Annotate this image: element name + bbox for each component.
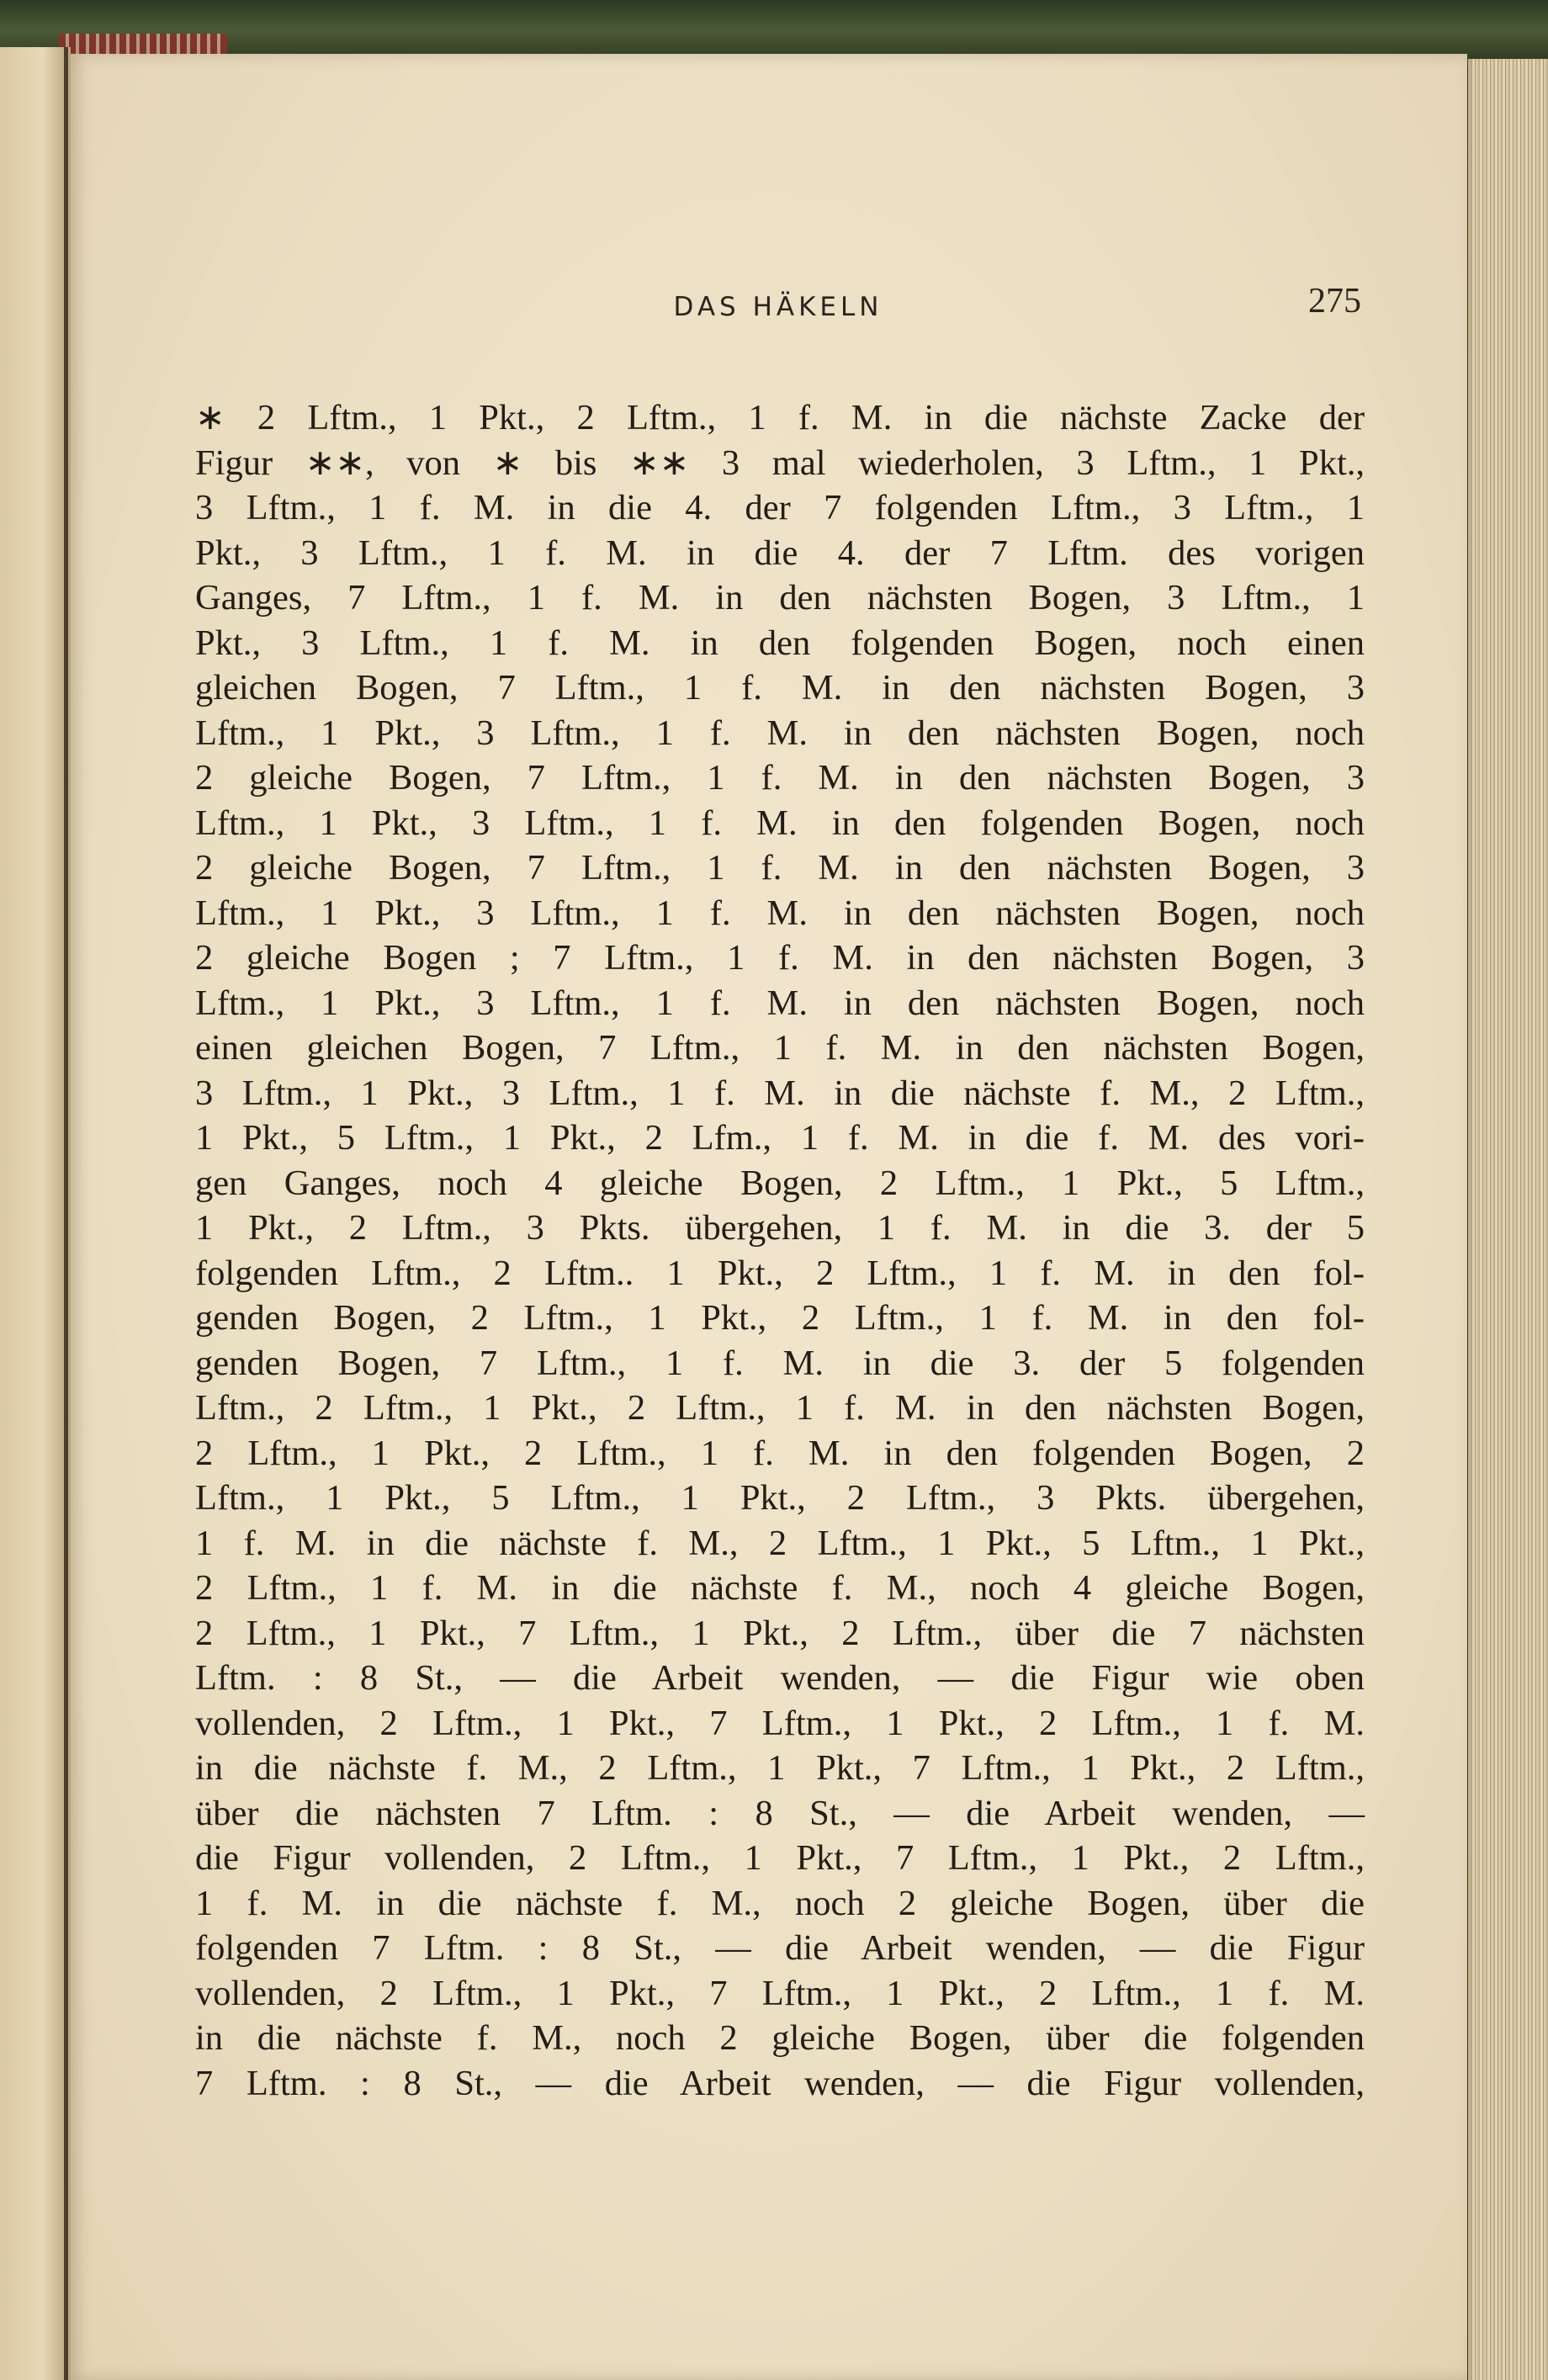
text-line: folgenden Lftm., 2 Lftm.. 1 Pkt., 2 Lftm., 1 f. M. in den fol- — [195, 1253, 1365, 1293]
text-line: 3 Lftm., 1 f. M. in die 4. der 7 folgenden Lftm., 3 Lftm., 1 — [195, 488, 1365, 527]
text-line: Lftm. : 8 St., — die Arbeit wenden, — die Figur wie oben — [195, 1658, 1365, 1698]
text-line: über die nächsten 7 Lftm. : 8 St., — die Arbeit wenden, — — [195, 1793, 1365, 1833]
text-line: die Figur vollenden, 2 Lftm., 1 Pkt., 7 Lftm., 1 Pkt., 2 Lftm., — [195, 1838, 1365, 1878]
text-line: 7 Lftm. : 8 St., — die Arbeit wenden, — die Figur vollenden, — [195, 2063, 1365, 2103]
text-line: gleichen Bogen, 7 Lftm., 1 f. M. in den nächsten Bogen, 3 — [195, 668, 1365, 708]
book-page — [71, 54, 1467, 2380]
text-line: 2 Lftm., 1 Pkt., 7 Lftm., 1 Pkt., 2 Lftm., über die 7 nächsten — [195, 1613, 1365, 1653]
text-line: 2 gleiche Bogen, 7 Lftm., 1 f. M. in den nächsten Bogen, 3 — [195, 758, 1365, 798]
text-line: Figur ∗∗, von ∗ bis ∗∗ 3 mal wiederholen, 3 Lftm., 1 Pkt., — [195, 443, 1365, 483]
right-page-stack — [1468, 59, 1548, 2380]
text-line: ∗ 2 Lftm., 1 Pkt., 2 Lftm., 1 f. M. in die nächste Zacke der — [195, 398, 1365, 437]
text-line: genden Bogen, 2 Lftm., 1 Pkt., 2 Lftm., 1 f. M. in den fol- — [195, 1298, 1365, 1338]
left-page-edge — [0, 47, 71, 2380]
body-text — [195, 395, 1365, 2106]
text-line: 1 f. M. in die nächste f. M., noch 2 gleiche Bogen, über die — [195, 1883, 1365, 1923]
binding-ribbon-mark — [59, 34, 227, 56]
text-line: in die nächste f. M., noch 2 gleiche Bogen, über die folgenden — [195, 2018, 1365, 2058]
text-line: Pkt., 3 Lftm., 1 f. M. in den folgenden Bogen, noch einen — [195, 623, 1365, 663]
text-line: Lftm., 1 Pkt., 3 Lftm., 1 f. M. in den folgenden Bogen, noch — [195, 803, 1365, 843]
text-line: Pkt., 3 Lftm., 1 f. M. in die 4. der 7 Lftm. des vorigen — [195, 533, 1365, 573]
text-line: 2 Lftm., 1 Pkt., 2 Lftm., 1 f. M. in den folgenden Bogen, 2 — [195, 1433, 1365, 1473]
text-line: Lftm., 1 Pkt., 3 Lftm., 1 f. M. in den nächsten Bogen, noch — [195, 983, 1365, 1023]
text-line: einen gleichen Bogen, 7 Lftm., 1 f. M. in den nächsten Bogen, — [195, 1028, 1365, 1068]
text-line: 1 Pkt., 2 Lftm., 3 Pkts. übergehen, 1 f. M. in die 3. der 5 — [195, 1208, 1365, 1248]
text-line: vollenden, 2 Lftm., 1 Pkt., 7 Lftm., 1 Pkt., 2 Lftm., 1 f. M. — [195, 1703, 1365, 1743]
text-line: in die nächste f. M., 2 Lftm., 1 Pkt., 7 Lftm., 1 Pkt., 2 Lftm., — [195, 1748, 1365, 1788]
text-line: 1 f. M. in die nächste f. M., 2 Lftm., 1 Pkt., 5 Lftm., 1 Pkt., — [195, 1523, 1365, 1563]
text-line: Lftm., 1 Pkt., 3 Lftm., 1 f. M. in den nächsten Bogen, noch — [195, 893, 1365, 933]
left-gutter-line — [64, 47, 68, 2380]
text-line: 2 Lftm., 1 f. M. in die nächste f. M., noch 4 gleiche Bogen, — [195, 1568, 1365, 1608]
text-line: Lftm., 1 Pkt., 5 Lftm., 1 Pkt., 2 Lftm., 3 Pkts. übergehen, — [195, 1478, 1365, 1518]
text-line: gen Ganges, noch 4 gleiche Bogen, 2 Lftm., 1 Pkt., 5 Lftm., — [195, 1163, 1365, 1203]
text-line: Lftm., 2 Lftm., 1 Pkt., 2 Lftm., 1 f. M. in den nächsten Bogen, — [195, 1388, 1365, 1428]
running-head: DAS HÄKELN — [673, 292, 883, 322]
text-line: Lftm., 1 Pkt., 3 Lftm., 1 f. M. in den nächsten Bogen, noch — [195, 713, 1365, 753]
text-line: 2 gleiche Bogen ; 7 Lftm., 1 f. M. in den nächsten Bogen, 3 — [195, 938, 1365, 978]
page-number: 275 — [1308, 282, 1361, 321]
text-line: 3 Lftm., 1 Pkt., 3 Lftm., 1 f. M. in die nächste f. M., 2 Lftm., — [195, 1073, 1365, 1113]
text-line: genden Bogen, 7 Lftm., 1 f. M. in die 3. der 5 folgenden — [195, 1343, 1365, 1383]
text-line: Ganges, 7 Lftm., 1 f. M. in den nächsten Bogen, 3 Lftm., 1 — [195, 578, 1365, 618]
text-line: 1 Pkt., 5 Lftm., 1 Pkt., 2 Lfm., 1 f. M. in die f. M. des vori- — [195, 1118, 1365, 1158]
text-line: vollenden, 2 Lftm., 1 Pkt., 7 Lftm., 1 Pkt., 2 Lftm., 1 f. M. — [195, 1973, 1365, 2013]
text-line: 2 gleiche Bogen, 7 Lftm., 1 f. M. in den nächsten Bogen, 3 — [195, 848, 1365, 888]
text-line: folgenden 7 Lftm. : 8 St., — die Arbeit wenden, — die Figur — [195, 1928, 1365, 1968]
